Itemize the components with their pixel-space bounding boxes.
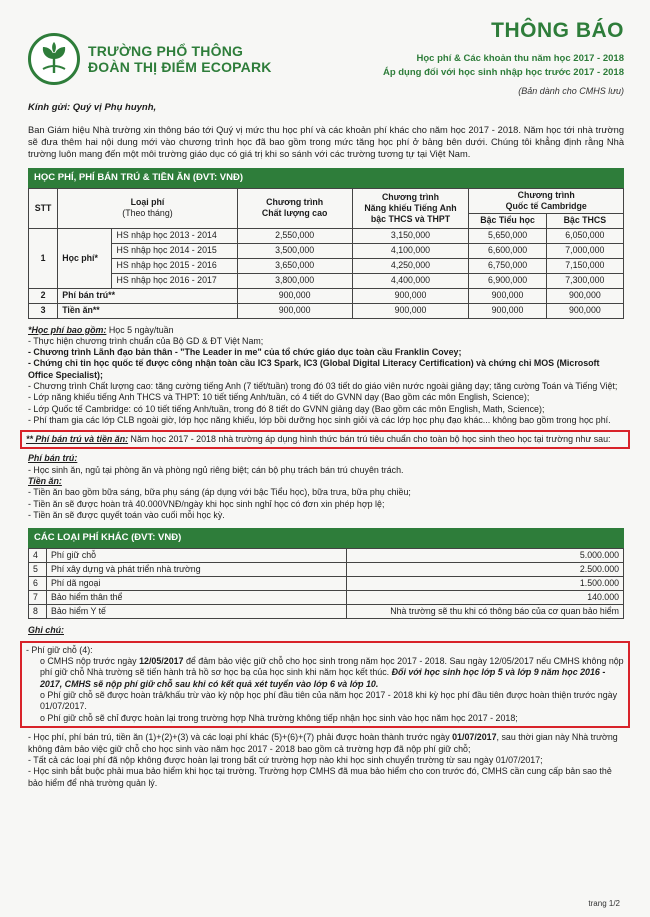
boarding-note-head: ** Phí bán trú và tiền ăn: — [26, 434, 129, 445]
fee-cell: 900,000 — [352, 303, 469, 318]
fee-cell: 7,300,000 — [546, 273, 623, 288]
highlight-box-boarding — [20, 430, 630, 449]
other-fees-table — [28, 548, 624, 619]
list-item: - Lớp năng khiếu tiếng Anh THCS và THPT: 10 tiết tiếng Anh/tuần, có 4 tiết do GVNN dạy (Bao gồm các môn English, Science); — [28, 392, 530, 403]
row-label: Phí bán trú** — [58, 288, 238, 303]
tuition-includes-head: *Học phí bao gồm: — [28, 324, 107, 335]
notes-head: Ghi chú: — [28, 625, 64, 636]
deposit-item1-a: o CMHS nộp trước ngày — [40, 655, 140, 666]
fee-table — [28, 188, 624, 319]
tuition-year: HS nhập học 2013 - 2014 — [112, 228, 237, 243]
list-item: - Tất cả các loại phí đã nộp không được hoàn lại trong bất cứ trường hợp nào khi học sinh chuyển trường từ sau ngày 01/07/2017; — [28, 755, 543, 766]
table-row — [29, 273, 624, 288]
list-item: - Tiền ăn sẽ được hoàn trả 40.000VNĐ/ngày khi học sinh nghỉ học có đơn xin phép hợp lệ; — [28, 498, 385, 509]
fee-cell: 3,150,000 — [352, 228, 469, 243]
school-name-line1: TRƯỜNG PHỔ THÔNG — [88, 42, 244, 59]
deposit-head: - Phí giữ chỗ (4): — [26, 644, 93, 655]
table-row — [29, 243, 624, 258]
table-row — [29, 549, 624, 563]
list-item: - Chương trình Lãnh đạo bản thân - "The Leader in me" của tổ chức giáo dục toàn cầu Franklin Covey; — [28, 347, 462, 358]
col-header-fee-type-line1: Loại phí — [130, 197, 165, 208]
fee-name: Bảo hiểm Y tế — [47, 605, 347, 619]
fee-amount: Nhà trường sẽ thu khi có thông báo của cơ quan bảo hiểm — [347, 605, 624, 619]
col-header-clc — [237, 188, 352, 228]
fee-cell: 3,650,000 — [237, 258, 352, 273]
col-header-english — [352, 188, 469, 228]
col-header-clc-line2: Chất lượng cao — [261, 208, 328, 219]
list-item: o Phí giữ chỗ sẽ chỉ được hoàn lại trong trường hợp Nhà trường không tiếp nhận học sinh vào học năm học 2017 - 2018; — [40, 712, 518, 723]
fee-amount: 5.000.000 — [347, 549, 624, 563]
fee-no: 4 — [29, 549, 47, 563]
list-item: - Chứng chỉ tin học quốc tế được công nhận toàn cầu IC3 Spark, IC3 (Global Digital Literacy Certification) và chứng chỉ MOS (Microsoft Office Specialist); — [28, 358, 600, 380]
tuition-notes — [28, 325, 624, 522]
notice-copy-note: (Bản dành cho CMHS lưu) — [518, 85, 624, 96]
school-name-line2: ĐOÀN THỊ ĐIỂM ECOPARK — [88, 59, 272, 75]
row-stt: 2 — [29, 288, 58, 303]
table-row — [29, 258, 624, 273]
school-name — [88, 43, 272, 75]
deposit-deadline: 12/05/2017 — [139, 655, 184, 666]
fee-cell: 4,250,000 — [352, 258, 469, 273]
school-logo — [28, 14, 272, 96]
table-row — [29, 563, 624, 577]
list-item — [26, 656, 624, 690]
page-number: trang 1/2 — [588, 899, 620, 908]
col-header-primary: Bậc Tiểu học — [469, 213, 546, 228]
notice-title: THÔNG BÁO — [491, 19, 624, 42]
boarding-note — [26, 434, 624, 445]
fee-cell: 900,000 — [237, 288, 352, 303]
fee-no: 5 — [29, 563, 47, 577]
list-item: o Phí giữ chỗ sẽ được hoàn trả/khấu trừ vào kỳ nộp học phí đầu tiên của năm học 2017 - 2018 khi kỳ học phí đầu tiên được hoàn thiện trước ngày 01/07/2017. — [40, 690, 618, 712]
fee-section-title: HỌC PHÍ, PHÍ BÁN TRÚ & TIỀN ĂN (ĐVT: VNĐ) — [28, 168, 624, 188]
fee-cell: 4,400,000 — [352, 273, 469, 288]
deposit-item1-b: để đảm bảo việc giữ chỗ cho học sinh trong năm học 2017 - 2018. Sau ngày 12/05/2017 nếu CMHS không nộp phí giữ chỗ Nhà trường sẽ tiến hành trả hồ sơ học bạ của học sinh khi năm học kết thúc. — [40, 655, 624, 678]
table-row — [29, 303, 624, 318]
other-fees-section-title: CÁC LOẠI PHÍ KHÁC (ĐVT: VNĐ) — [28, 528, 624, 548]
tuition-label: Học phí* — [58, 228, 112, 288]
fee-no: 8 — [29, 605, 47, 619]
fee-name: Phí xây dựng và phát triển nhà trường — [47, 563, 347, 577]
col-header-cambridge-line2: Quốc tế Cambridge — [505, 200, 587, 211]
final-note-1-c: , sau thời gian này Nhà trường không đảm bảo việc giữ chỗ cho học sinh vào năm học 2017 - 2018 bao gồm cả trường hợp đã nộp phí giữ chỗ; — [28, 732, 618, 754]
col-header-english-line1: Chương trình — [381, 191, 440, 202]
list-item: - Chương trình Chất lượng cao: tăng cường tiếng Anh (7 tiết/tuần) trong đó 03 tiết do giáo viên nước ngoài giảng dạy; tăng cường Toán và Tiếng Việt; — [28, 381, 618, 391]
tuition-year: HS nhập học 2014 - 2015 — [112, 243, 237, 258]
tuition-includes — [28, 325, 624, 336]
boarding-note-text: Năm học 2017 - 2018 nhà trường áp dụng hình thức bán trú tiêu chuẩn cho toàn bộ học sinh theo học tại trường như sau: — [128, 434, 611, 445]
table-row — [29, 288, 624, 303]
fee-cell: 2,550,000 — [237, 228, 352, 243]
fee-cell: 3,500,000 — [237, 243, 352, 258]
table-row — [29, 591, 624, 605]
col-header-cambridge-line1: Chương trình — [517, 189, 575, 200]
fee-amount: 2.500.000 — [347, 563, 624, 577]
fee-amount: 1.500.000 — [347, 577, 624, 591]
fee-cell: 900,000 — [546, 288, 623, 303]
table-row — [29, 605, 624, 619]
fee-cell: 900,000 — [352, 288, 469, 303]
intro-paragraph: Ban Giám hiệu Nhà trường xin thông báo tới Quý vị mức thu học phí và các khoản phí khác cho năm học 2017 - 2018. Năm học tới nhà trường sẽ đưa thêm hai nội dung mới vào chương trình học đã bao gồm trong mức tăng học phí ở bảng bên dưới. Chúng tôi khẳng định rằng Nhà trường luôn mang đến một môi trường giáo dục có giá trị khi so sánh với các trường tương tự tại Việt Nam. — [28, 124, 624, 160]
leaf-logo-icon — [28, 33, 80, 85]
list-item: - Học sinh ăn, ngủ tại phòng ăn và phòng ngủ riêng biệt; cán bộ phụ trách bán trú chuyên trách. — [28, 464, 404, 475]
fee-cell: 7,150,000 — [546, 258, 623, 273]
col-header-secondary: Bậc THCS — [546, 213, 623, 228]
fee-name: Bảo hiểm thân thể — [47, 591, 347, 605]
col-header-cambridge — [469, 188, 624, 213]
fee-cell: 6,900,000 — [469, 273, 546, 288]
meals-head: Tiền ăn: — [28, 476, 62, 487]
fee-cell: 6,600,000 — [469, 243, 546, 258]
tuition-includes-rest: Học 5 ngày/tuần — [106, 324, 174, 335]
list-item: - Phí tham gia các lớp CLB ngoài giờ, lớp học năng khiếu, lớp bồi dưỡng học sinh giỏi và các lớp học phụ đạo khác... không bao gồm trong học phí. — [28, 414, 611, 425]
tuition-stt: 1 — [29, 228, 58, 288]
table-row — [29, 228, 624, 243]
notice-subtitle-1: Học phí & Các khoản thu năm học 2017 - 2018 — [416, 53, 624, 65]
payment-notes — [28, 625, 624, 789]
header — [28, 14, 624, 96]
row-stt: 3 — [29, 303, 58, 318]
col-header-fee-type-line2: (Theo tháng) — [122, 208, 173, 219]
list-item: - Lớp Quốc tế Cambridge: có 10 tiết tiếng Anh/tuần, trong đó 8 tiết do GVNN giảng dạy (Bao gồm các môn English, Math, Science); — [28, 403, 545, 414]
highlight-box-deposit — [20, 641, 630, 729]
col-header-english-line3: bậc THCS và THPT — [370, 213, 451, 224]
fee-name: Phí giữ chỗ — [47, 549, 347, 563]
col-header-fee-type — [58, 188, 238, 228]
fee-cell: 5,650,000 — [469, 228, 546, 243]
notice-subtitle-2: Áp dụng đối với học sinh nhập học trước 2017 - 2018 — [382, 66, 624, 78]
col-header-clc-line1: Chương trình — [266, 197, 324, 208]
boarding-fee-head: Phí bán trú: — [28, 453, 78, 464]
deposit-item1-italic: Đối với học sinh học lớp 5 và lớp 9 năm học 2016 - 2017, CMHS sẽ nộp phí giữ chỗ sau khi có kết quả xét tuyển vào lớp 6 và lớp 10. — [40, 667, 606, 689]
list-item — [28, 732, 624, 755]
notice-heading — [383, 14, 624, 96]
fee-name: Phí dã ngoại — [47, 577, 347, 591]
fee-cell: 900,000 — [469, 303, 546, 318]
final-note-1-a: - Học phí, phí bán trú, tiền ăn (1)+(2)+(3) và các loại phí khác (5)+(6)+(7) phải được hoàn thành trước ngày — [28, 732, 453, 743]
list-item: - Tiền ăn bao gồm bữa sáng, bữa phụ sáng (áp dụng với bậc Tiểu học), bữa trưa, bữa phụ chiều; — [28, 487, 411, 498]
fee-cell: 900,000 — [469, 288, 546, 303]
fee-cell: 900,000 — [546, 303, 623, 318]
row-label: Tiền ăn** — [58, 303, 238, 318]
fee-no: 6 — [29, 577, 47, 591]
fee-cell: 900,000 — [237, 303, 352, 318]
tuition-year: HS nhập học 2015 - 2016 — [112, 258, 237, 273]
col-header-stt: STT — [29, 188, 58, 228]
final-note-1-date: 01/07/2017 — [452, 732, 497, 743]
list-item: - Tiền ăn sẽ được quyết toán vào cuối mỗi học kỳ. — [28, 509, 225, 520]
fee-amount: 140.000 — [347, 591, 624, 605]
table-row — [29, 577, 624, 591]
fee-cell: 4,100,000 — [352, 243, 469, 258]
greeting: Kính gửi: Quý vị Phụ huynh, — [28, 102, 157, 113]
fee-table-header-row — [29, 188, 624, 213]
list-item: - Thực hiện chương trình chuẩn của Bộ GD & ĐT Việt Nam; — [28, 335, 264, 346]
list-item: - Học sinh bắt buộc phải mua bảo hiểm khi học tại trường. Trường hợp CMHS đã mua bảo hiểm cho con trước đó, CMHS cần cung cấp bản sao thẻ bảo hiểm để nhà trường quản lý. — [28, 766, 612, 788]
fee-cell: 3,800,000 — [237, 273, 352, 288]
fee-no: 7 — [29, 591, 47, 605]
fee-cell: 6,750,000 — [469, 258, 546, 273]
col-header-english-line2: Năng khiếu Tiếng Anh — [364, 202, 457, 213]
fee-cell: 6,050,000 — [546, 228, 623, 243]
tuition-year: HS nhập học 2016 - 2017 — [112, 273, 237, 288]
fee-cell: 7,000,000 — [546, 243, 623, 258]
